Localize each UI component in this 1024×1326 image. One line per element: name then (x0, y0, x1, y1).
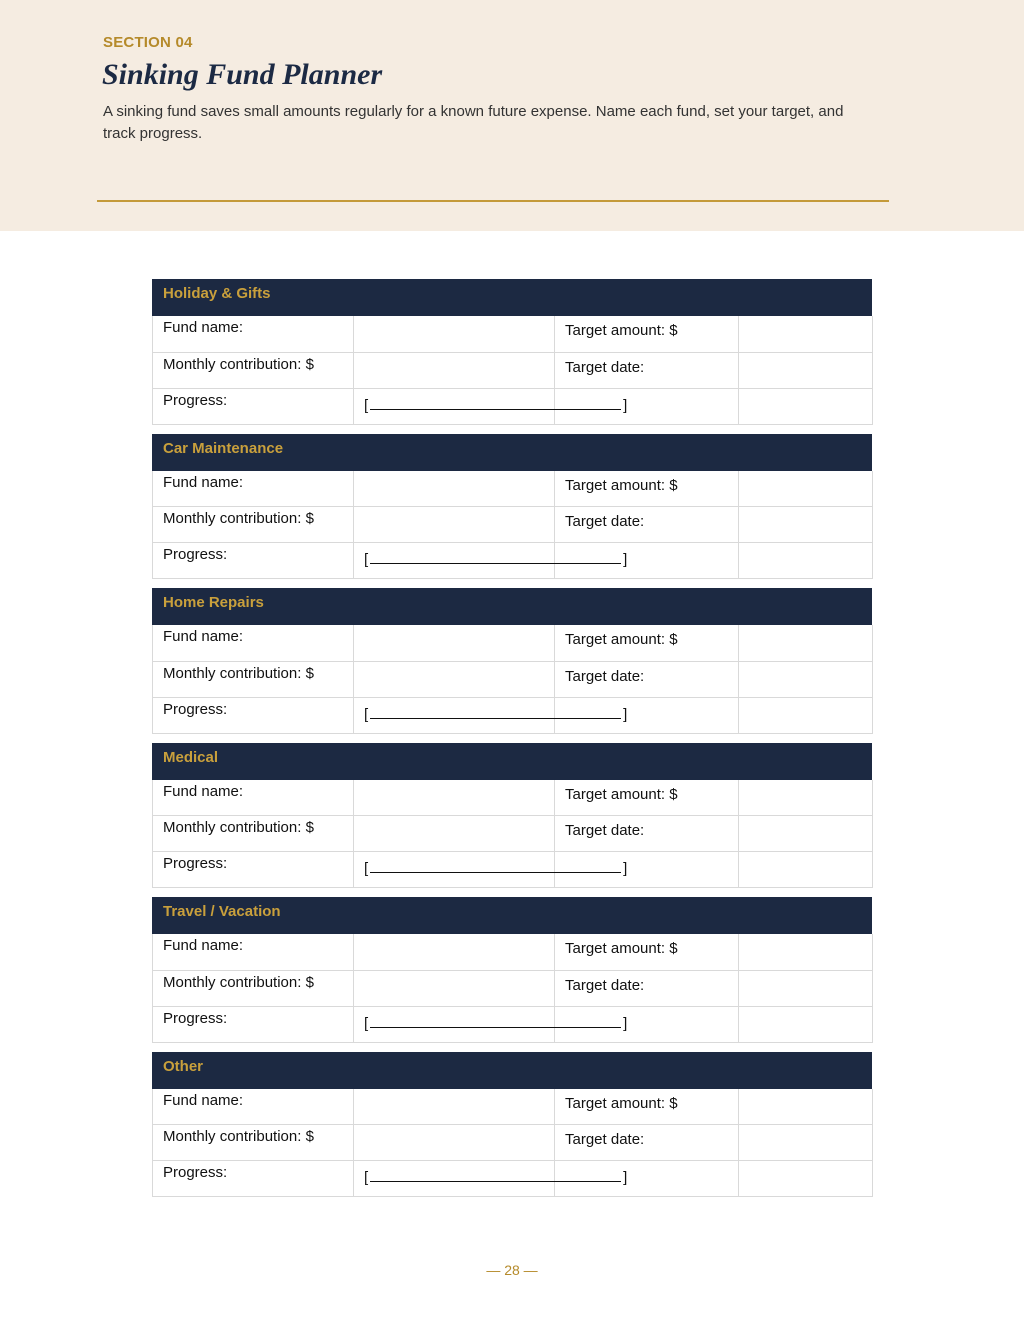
fund-row-contribution (153, 352, 873, 388)
progress-blank-line (370, 1167, 621, 1182)
fund-row-name (153, 625, 873, 661)
target-amount-label: Target amount: $ (555, 316, 739, 352)
fund-row-contribution (153, 661, 873, 697)
target-amount-field[interactable] (739, 625, 873, 661)
bracket-close: ] (623, 860, 628, 877)
bracket-close: ] (623, 705, 628, 723)
fund-name-field[interactable] (354, 780, 555, 816)
target-amount-field[interactable] (739, 1089, 873, 1125)
fund-name-field[interactable] (354, 1089, 555, 1125)
monthly-contribution-field[interactable] (354, 970, 555, 1006)
fund-name-label: Fund name: (153, 780, 354, 816)
monthly-contribution-label: Monthly contribution: $ (153, 352, 354, 388)
progress-right-cell (739, 1161, 873, 1197)
progress-bar[interactable] (364, 1013, 627, 1032)
bracket-close: ] (623, 396, 628, 414)
fund-title: Holiday & Gifts (163, 285, 271, 302)
fund-row-name (153, 471, 873, 507)
progress-cell[interactable] (354, 543, 628, 579)
fund-name-label: Fund name: (153, 316, 354, 352)
fund-block (152, 897, 872, 1043)
fund-row-name (153, 1089, 873, 1125)
intro-text: A sinking fund saves small amounts regularly for a known future expense. Name each fund, set your target, and track progress. (103, 103, 844, 142)
target-amount-label: Target amount: $ (555, 625, 739, 661)
fund-table (152, 780, 873, 889)
section-label: SECTION 04 (103, 34, 193, 51)
fund-name-field[interactable] (354, 934, 555, 970)
fund-header (152, 434, 872, 471)
monthly-contribution-label: Monthly contribution: $ (153, 970, 354, 1006)
progress-bar[interactable] (364, 395, 627, 414)
target-amount-label: Target amount: $ (555, 471, 739, 507)
bracket-close: ] (623, 1014, 628, 1032)
fund-header (152, 1052, 872, 1089)
bracket-close: ] (623, 1169, 628, 1186)
target-amount-field[interactable] (739, 316, 873, 352)
target-amount-field[interactable] (739, 934, 873, 970)
fund-title: Other (163, 1057, 204, 1075)
target-date-field[interactable] (739, 352, 873, 388)
monthly-contribution-label: Monthly contribution: $ (153, 1125, 354, 1161)
fund-header (152, 588, 872, 625)
progress-bar[interactable] (364, 858, 627, 877)
progress-blank-line (370, 549, 621, 564)
fund-row-progress (153, 1161, 873, 1197)
fund-table (152, 316, 873, 425)
fund-table (152, 625, 873, 734)
fund-table (152, 934, 873, 1043)
fund-row-contribution (153, 816, 873, 852)
fund-row-name (153, 934, 873, 970)
page-number: — 28 — (486, 1262, 538, 1278)
bracket-open: [ (364, 551, 369, 568)
monthly-contribution-label: Monthly contribution: $ (153, 661, 354, 697)
fund-row-progress (153, 852, 873, 888)
progress-label: Progress: (153, 1161, 354, 1197)
progress-right-cell (739, 1006, 873, 1042)
progress-label: Progress: (153, 543, 354, 579)
progress-right-cell (739, 388, 873, 424)
fund-title: Car Maintenance (163, 439, 284, 457)
fund-name-label: Fund name: (153, 1089, 354, 1125)
fund-name-label: Fund name: (153, 471, 354, 507)
fund-row-contribution (153, 970, 873, 1006)
fund-row-name (153, 316, 873, 352)
fund-name-label: Fund name: (153, 934, 354, 970)
fund-row-progress (153, 543, 873, 579)
progress-cell[interactable] (354, 852, 628, 888)
monthly-contribution-field[interactable] (354, 1125, 555, 1161)
progress-label: Progress: (153, 1006, 354, 1042)
progress-bar[interactable] (364, 549, 627, 568)
progress-label: Progress: (153, 852, 354, 888)
fund-name-label: Fund name: (153, 625, 354, 661)
bracket-open: [ (364, 705, 369, 723)
fund-block (152, 743, 872, 889)
fund-list (152, 279, 872, 1206)
monthly-contribution-field[interactable] (354, 352, 555, 388)
fund-block (152, 434, 872, 580)
target-amount-label: Target amount: $ (555, 780, 739, 816)
bracket-open: [ (364, 1014, 369, 1032)
progress-blank-line (370, 704, 621, 719)
progress-blank-line (370, 1013, 621, 1028)
progress-cell[interactable] (354, 1006, 628, 1042)
bracket-open: [ (364, 860, 369, 877)
target-date-field[interactable] (739, 661, 873, 697)
fund-header (152, 743, 872, 780)
target-date-label: Target date: (555, 1125, 739, 1161)
progress-label: Progress: (153, 388, 354, 424)
fund-row-progress (153, 697, 873, 733)
progress-cell[interactable] (354, 697, 628, 733)
progress-label: Progress: (153, 697, 354, 733)
fund-title: Travel / Vacation (163, 903, 281, 920)
fund-block (152, 1052, 872, 1198)
bracket-open: [ (364, 396, 369, 414)
target-amount-label: Target amount: $ (555, 934, 739, 970)
progress-right-cell (739, 852, 873, 888)
progress-bar[interactable] (364, 1167, 627, 1186)
target-date-field[interactable] (739, 507, 873, 543)
progress-cell[interactable] (354, 1161, 628, 1197)
monthly-contribution-label: Monthly contribution: $ (153, 507, 354, 543)
progress-blank-line (370, 395, 621, 410)
target-date-label: Target date: (555, 661, 739, 697)
target-date-label: Target date: (555, 970, 739, 1006)
progress-right-cell (739, 543, 873, 579)
fund-block (152, 588, 872, 734)
bracket-open: [ (364, 1169, 369, 1186)
fund-table (152, 1089, 873, 1198)
target-date-field[interactable] (739, 816, 873, 852)
fund-name-field[interactable] (354, 471, 555, 507)
page-title: Sinking Fund Planner (102, 58, 383, 91)
fund-title: Medical (163, 748, 219, 766)
progress-bar[interactable] (364, 704, 627, 723)
progress-blank-line (370, 858, 621, 873)
fund-header (152, 279, 872, 316)
fund-row-name (153, 780, 873, 816)
fund-title: Home Repairs (163, 594, 264, 611)
fund-name-field[interactable] (354, 316, 555, 352)
progress-right-cell (739, 697, 873, 733)
target-amount-field[interactable] (739, 780, 873, 816)
monthly-contribution-label: Monthly contribution: $ (153, 816, 354, 852)
target-amount-field[interactable] (739, 471, 873, 507)
fund-row-contribution (153, 1125, 873, 1161)
target-amount-label: Target amount: $ (555, 1089, 739, 1125)
fund-row-contribution (153, 507, 873, 543)
fund-table (152, 471, 873, 580)
fund-row-progress (153, 1006, 873, 1042)
target-date-label: Target date: (555, 507, 739, 543)
progress-cell[interactable] (354, 388, 628, 424)
target-date-label: Target date: (555, 352, 739, 388)
fund-header (152, 897, 872, 934)
fund-block (152, 279, 872, 425)
target-date-field[interactable] (739, 970, 873, 1006)
target-date-field[interactable] (739, 1125, 873, 1161)
header-divider (97, 200, 889, 202)
monthly-contribution-field[interactable] (354, 661, 555, 697)
bracket-close: ] (623, 551, 628, 568)
target-date-label: Target date: (555, 816, 739, 852)
monthly-contribution-field[interactable] (354, 507, 555, 543)
fund-row-progress (153, 388, 873, 424)
fund-name-field[interactable] (354, 625, 555, 661)
monthly-contribution-field[interactable] (354, 816, 555, 852)
